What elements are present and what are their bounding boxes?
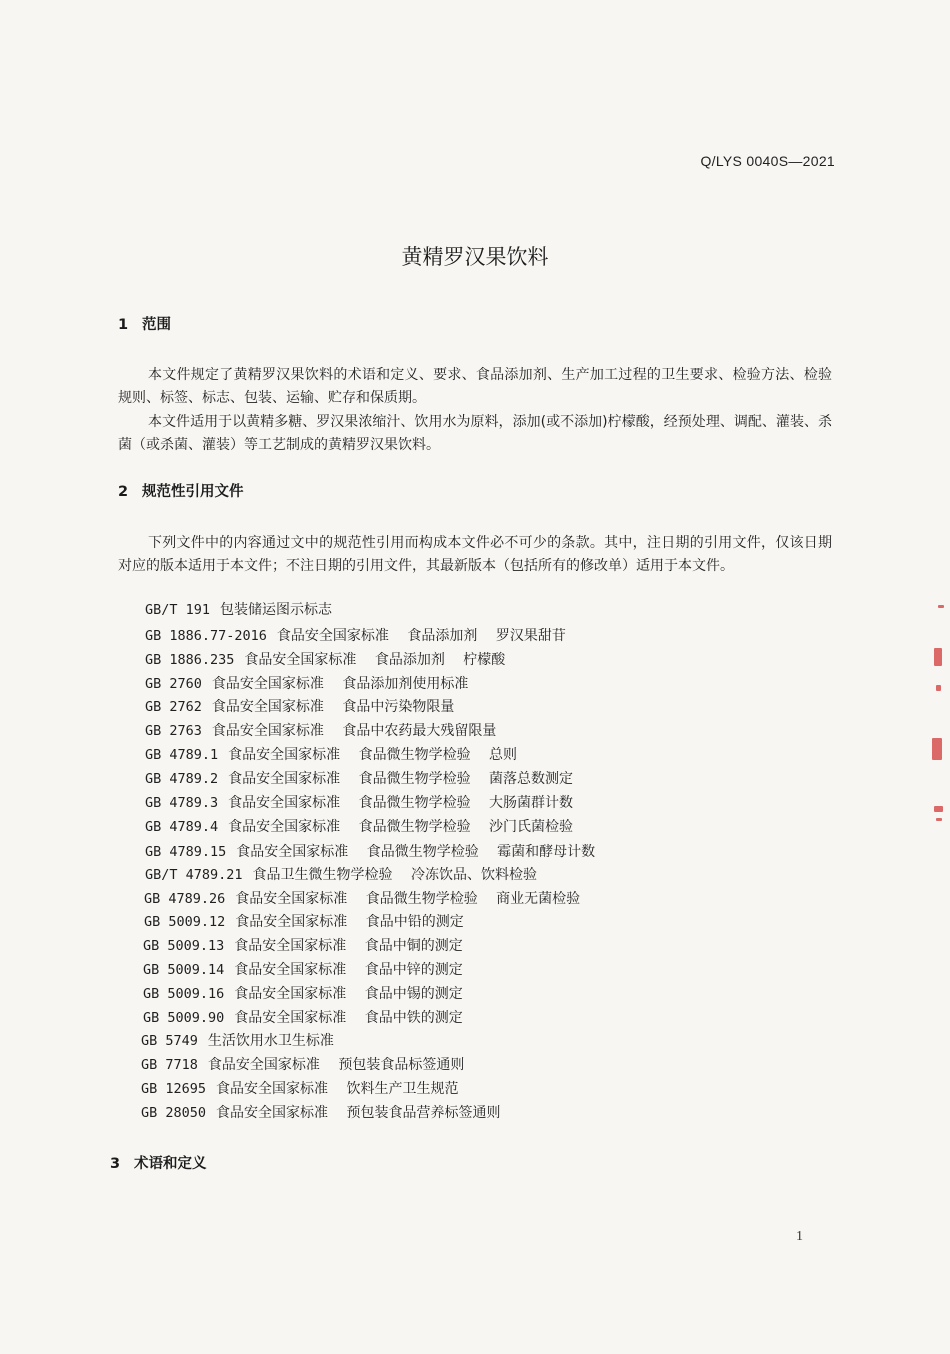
section-1-number: 1 (118, 317, 129, 333)
reference-code: GB 5749 (141, 1033, 198, 1049)
reference-code: GB 5009.16 (143, 986, 225, 1002)
reference-code: GB 4789.26 (144, 891, 226, 907)
scope-paragraph-1: 本文件规定了黄精罗汉果饮料的术语和定义、要求、食品添加剂、生产加工过程的卫生要求、检验方法、检验规则、标签、标志、包装、运输、贮存和保质期。 (118, 367, 832, 406)
page-number: 1 (796, 1229, 803, 1244)
reference-title: 食品安全国家标准 食品微生物学检验 沙门氏菌检验 (228, 819, 574, 835)
reference-code: GB 4789.3 (145, 795, 219, 811)
reference-item (141, 1079, 458, 1099)
reference-item (145, 769, 573, 789)
reference-item (144, 889, 580, 909)
reference-item (145, 674, 468, 694)
reference-code: GB/T 191 (145, 602, 211, 618)
section-2-title: 规范性引用文件 (142, 484, 244, 500)
section-2-number: 2 (118, 484, 129, 500)
reference-code: GB 12695 (141, 1081, 207, 1097)
reference-code: GB 4789.15 (145, 844, 227, 860)
reference-title: 食品安全国家标准 食品中农药最大残留限量 (211, 723, 497, 739)
reference-item (145, 721, 496, 741)
reference-code: GB 5009.12 (144, 914, 226, 930)
reference-item (145, 842, 595, 862)
reference-item (141, 1103, 500, 1123)
reference-title: 食品安全国家标准 食品中铅的测定 (235, 914, 464, 930)
section-2-heading (118, 480, 244, 501)
reference-item (145, 817, 573, 837)
reference-title: 食品安全国家标准 食品中铁的测定 (234, 1010, 463, 1026)
reference-title: 食品安全国家标准 食品添加剂使用标准 (211, 676, 469, 692)
reference-title: 食品安全国家标准 食品微生物学检验 大肠菌群计数 (228, 795, 574, 811)
reference-title: 食品安全国家标准 食品中铜的测定 (234, 938, 463, 954)
scope-paragraph-2: 本文件适用于以黄精多糖、罗汉果浓缩汁、饮用水为原料，添加(或不添加)柠檬酸，经预处理、调配、灌装、杀菌（或杀菌、灌装）等工艺制成的黄精罗汉果饮料。 (118, 414, 832, 453)
references-intro: 下列文件中的内容通过文中的规范性引用而构成本文件必不可少的条款。其中，注日期的引用文件，仅该日期对应的版本适用于本文件；不注日期的引用文件，其最新版本（包括所有的修改单）适用于本文件。 (118, 535, 832, 574)
reference-title: 食品安全国家标准 食品中锌的测定 (234, 962, 463, 978)
reference-item (145, 793, 573, 813)
reference-title: 食品安全国家标准 预包装食品标签通则 (207, 1057, 465, 1073)
reference-item (145, 600, 332, 620)
reference-title: 食品卫生微生物学检验 冷冻饮品、饮料检验 (252, 867, 537, 883)
section-1-title: 范围 (142, 317, 171, 333)
reference-title: 食品安全国家标准 食品中锡的测定 (234, 986, 463, 1002)
reference-title: 食品安全国家标准 食品中污染物限量 (211, 699, 455, 715)
reference-code: GB 2762 (145, 699, 202, 715)
reference-code: GB 2760 (145, 676, 202, 692)
reference-code: GB/T 4789.21 (145, 867, 243, 883)
reference-title: 食品安全国家标准 食品微生物学检验 商业无菌检验 (235, 891, 581, 907)
reference-item (145, 626, 566, 646)
section-3-number: 3 (110, 1156, 121, 1172)
reference-title: 食品安全国家标准 饮料生产卫生规范 (216, 1081, 459, 1097)
reference-title: 食品安全国家标准 食品微生物学检验 霉菌和酵母计数 (236, 844, 596, 860)
reference-code: GB 5009.14 (143, 962, 225, 978)
reference-item (143, 936, 463, 956)
reference-item (145, 697, 454, 717)
reference-item (143, 984, 463, 1004)
reference-code: GB 1886.235 (145, 652, 235, 668)
reference-item (141, 1055, 464, 1075)
reference-code: GB 1886.77-2016 (145, 628, 267, 644)
reference-title: 食品安全国家标准 食品添加剂 柠檬酸 (244, 652, 506, 668)
reference-item (144, 912, 464, 932)
reference-item (145, 745, 517, 765)
document-code: Q/LYS 0040S—2021 (700, 153, 835, 169)
section-3-title: 术语和定义 (134, 1156, 207, 1172)
reference-title: 食品安全国家标准 预包装食品营养标签通则 (216, 1105, 501, 1121)
reference-title: 生活饮用水卫生标准 (207, 1033, 334, 1049)
reference-title: 食品安全国家标准 食品添加剂 罗汉果甜苷 (276, 628, 566, 644)
reference-title: 包装储运图示标志 (220, 602, 333, 618)
reference-code: GB 5009.13 (143, 938, 225, 954)
reference-code: GB 28050 (141, 1105, 207, 1121)
reference-code: GB 4789.1 (145, 747, 219, 763)
document-title: 黄精罗汉果饮料 (401, 245, 549, 269)
reference-item (145, 865, 537, 885)
reference-code: GB 2763 (145, 723, 202, 739)
section-1-heading (118, 313, 171, 334)
section-3-heading (110, 1152, 207, 1173)
reference-item (143, 1008, 463, 1028)
reference-item (141, 1031, 334, 1051)
reference-code: GB 5009.90 (143, 1010, 225, 1026)
reference-title: 食品安全国家标准 食品微生物学检验 总则 (228, 747, 518, 763)
reference-item (145, 650, 505, 670)
reference-code: GB 4789.4 (145, 819, 219, 835)
reference-title: 食品安全国家标准 食品微生物学检验 菌落总数测定 (228, 771, 574, 787)
reference-item (143, 960, 463, 980)
reference-code: GB 7718 (141, 1057, 198, 1073)
reference-code: GB 4789.2 (145, 771, 219, 787)
